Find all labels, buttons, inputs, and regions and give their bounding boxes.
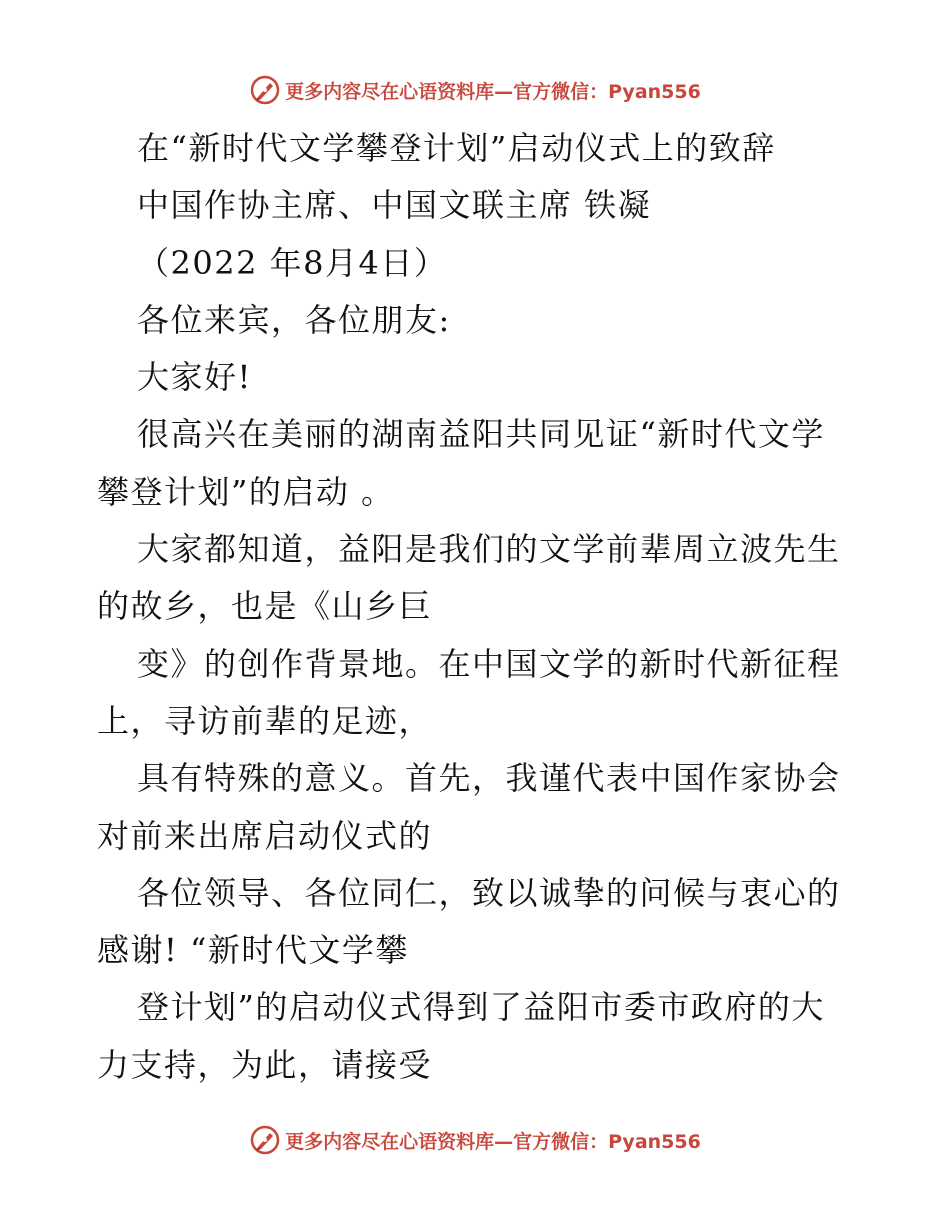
watermark-banner-bottom bbox=[0, 1120, 950, 1160]
watermark-text: 更多内容尽在心语资料库—官方微信：Pyan556 bbox=[285, 1130, 701, 1153]
document-body bbox=[97, 120, 857, 1094]
document-line: 具有特殊的意义。首先，我谨代表中国作家协会 bbox=[137, 759, 841, 798]
document-line: 登计划”的启动仪式得到了益阳市委市政府的大 bbox=[137, 988, 825, 1027]
document-line: 力支持，为此，请接受 bbox=[97, 1045, 433, 1084]
document-line: 各位领导、各位同仁，致以诚挚的问候与衷心的 bbox=[137, 873, 841, 912]
document-line: 攀登计划”的启动 。 bbox=[97, 472, 395, 511]
document-line: 对前来出席启动仪式的 bbox=[97, 816, 433, 855]
document-line: 上，寻访前辈的足迹， bbox=[97, 701, 433, 740]
document-line: 大家都知道，益阳是我们的文学前辈周立波先生 bbox=[137, 530, 841, 569]
document-line: 的故乡，也是《山乡巨 bbox=[97, 587, 433, 626]
document-line: 大家好! bbox=[137, 358, 252, 397]
watermark-banner-top bbox=[0, 70, 950, 110]
pen-logo-icon bbox=[249, 74, 281, 106]
watermark-text: 更多内容尽在心语资料库—官方微信：Pyan556 bbox=[285, 80, 701, 103]
document-line: 很高兴在美丽的湖南益阳共同见证“新时代文学 bbox=[137, 415, 825, 454]
document-line: 感谢! “新时代文学攀 bbox=[97, 931, 409, 970]
document-line: （2022 年8月4日） bbox=[137, 243, 448, 282]
document-line: 变》的创作背景地。在中国文学的新时代新征程 bbox=[137, 644, 841, 683]
document-line: 中国作协主席、中国文联主席 铁凝 bbox=[137, 186, 652, 225]
pen-logo-icon bbox=[249, 1124, 281, 1156]
document-line: 在“新时代文学攀登计划”启动仪式上的致辞 bbox=[137, 129, 776, 167]
document-line: 各位来宾，各位朋友: bbox=[137, 300, 451, 339]
